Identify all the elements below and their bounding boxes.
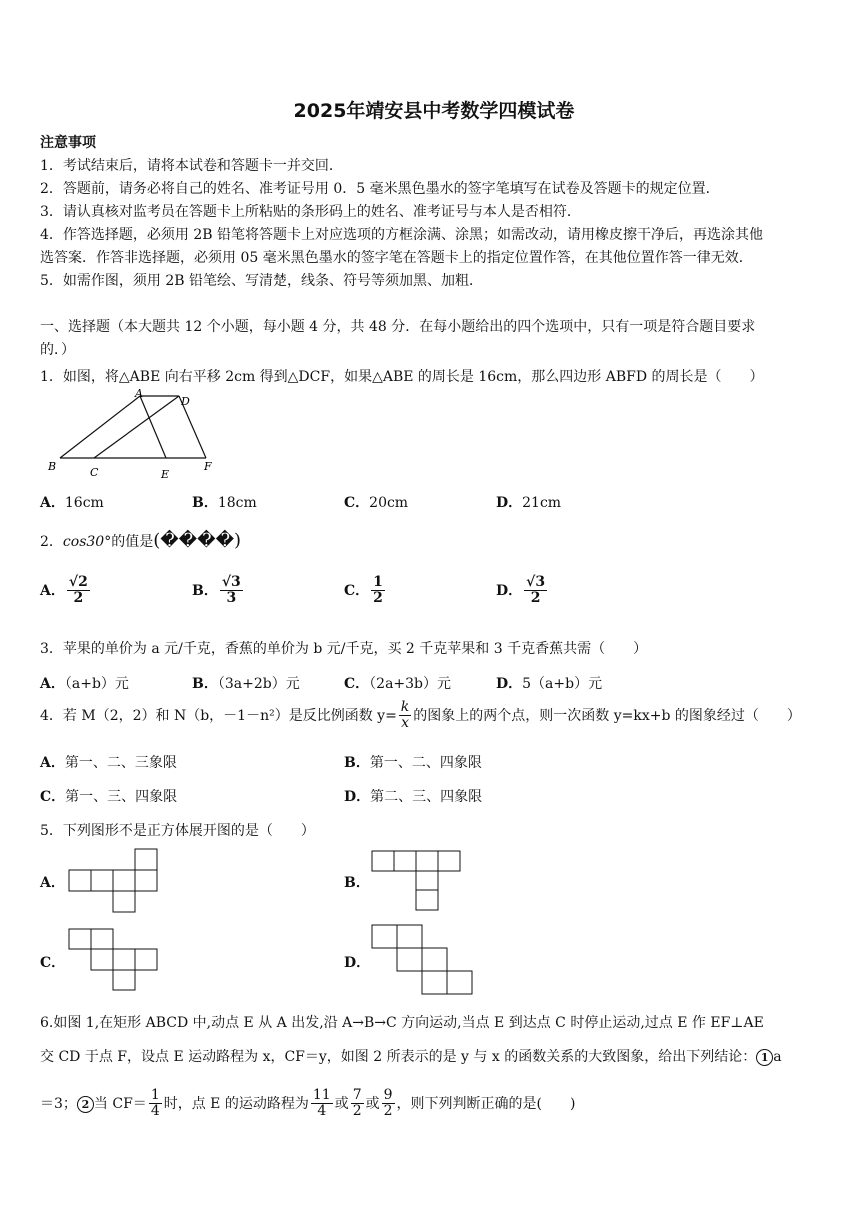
question-1: 1．如图，将△ABE 向右平移 2cm 得到△DCF，如果△ABE 的周长是 16cm，那么四边形 ABFD 的周长是（ ） [40,369,764,385]
q1-option-d[interactable]: D．21cm [496,495,562,511]
q2-option-b[interactable]: B． $\frac{√3}{3}$ [192,574,241,607]
q4-option-a[interactable]: A．第一、二、三象限 [40,755,177,771]
label-F: F [204,460,212,473]
note-5: 5．如需作图，须用 2B 铅笔绘、写清楚，线条、符号等须加黑、加粗． [40,273,484,289]
note-2: 2．答题前，请务必将自己的姓名、准考证号用 0．5 毫米黑色墨水的签字笔填写在试卷及答题卡的规定位置． [40,181,720,197]
q2-expression: cos30° [62,534,112,550]
q5-option-a[interactable]: A． [40,875,65,891]
label-A: A [135,388,143,400]
question-3: 3．苹果的单价为 a 元/千克，香蕉的单价为 b 元/千克，买 2 千克苹果和 3 千克香蕉共需（ ） [40,641,648,657]
q4-option-c[interactable]: C．第一、三、四象限 [40,789,178,805]
question-4: 4．若 M（2，2）和 N（b，－1－n²）是反比例函数 y= $\frac{k}{x}$ 的图象上的两个点，则一次函数 y=kx+b 的图象经过（ ） [40,699,801,732]
label-E: E [161,468,170,481]
q1-figure [44,388,224,483]
label-D: D [181,395,190,408]
q1-option-c[interactable]: C．20cm [344,495,409,511]
q3-option-c[interactable]: C．（2a+3b）元 [344,676,452,692]
q2-option-c[interactable]: C． $\frac{1}{2}$ [344,574,383,607]
note-3: 3．请认真核对监考员在答题卡上所粘贴的条形码上的姓名、准考证号与本人是否相符． [40,204,581,220]
question-5: 5．下列图形不是正方体展开图的是（ ） [40,823,315,839]
q3-option-d[interactable]: D．5（a+b）元 [496,676,603,692]
notes-heading: 注意事项 [40,135,96,151]
section-heading-cont: 的．） [40,342,75,358]
label-B: B [48,460,57,473]
question-6-line3: ＝3； 2 当 CF＝ $\frac{1}{4}$ 时，点 E 的运动路程为 $\frac{11}{4}$ 或 $\frac{7}{2}$ 或 $\frac{9}{2}$ ，则下列判断正确的是( ) [40,1087,576,1120]
note-4: 4．作答选择题，必须用 2B 铅笔将答题卡上对应选项的方框涂满、涂黑；如需改动，请用橡皮擦干净后，再选涂其他 [40,227,763,243]
q5-net-c [68,928,160,992]
q2-option-d[interactable]: D． $\frac{√3}{2}$ [496,574,546,607]
q5-option-b[interactable]: B． [344,875,370,891]
question-6-line2: 交 CD 于点 F，设点 E 运动路程为 x，CF＝y，如图 2 所表示的是 y 与 x 的函数关系的大致图象，给出下列结论： 1 a [40,1049,782,1065]
question-2: 2．cos30°的值是(����) [40,530,242,551]
q5-option-d[interactable]: D． [344,955,371,971]
q5-net-b [371,850,463,912]
label-C: C [90,466,99,479]
q5-net-a [68,847,160,913]
question-6-line1: 6.如图 1,在矩形 ABCD 中,动点 E 从 A 出发,沿 A→B→C 方向运动,当点 E 到达点 C 时停止运动,过点 E 作 EF⊥AE [40,1015,764,1031]
q4-option-b[interactable]: B．第一、二、四象限 [344,755,482,771]
note-1: 1．考试结束后，请将本试卷和答题卡一并交回． [40,158,343,174]
q1-option-b[interactable]: B．18cm [192,495,257,511]
q5-option-c[interactable]: C． [40,955,66,971]
q3-option-b[interactable]: B．（3a+2b）元 [192,676,300,692]
note-4-cont: 选答案．作答非选择题，必须用 05 毫米黑色墨水的签字笔在答题卡上的指定位置作答，在其他位置作答一律无效． [40,250,753,266]
circled-1: 1 [756,1049,773,1066]
section-heading: 一、选择题（本大题共 12 个小题，每小题 4 分，共 48 分．在每小题给出的四个选项中，只有一项是符合题目要求 [40,319,756,335]
page-title: 2025年靖安县中考数学四模试卷 [293,100,575,122]
q1-option-a[interactable]: A．16cm [40,495,104,511]
q3-option-a[interactable]: A．（a+b）元 [40,676,129,692]
q2-option-a[interactable]: A． $\frac{√2}{2}$ [40,574,88,607]
q5-net-d [371,924,475,996]
q4-option-d[interactable]: D．第二、三、四象限 [344,789,483,805]
circled-2: 2 [77,1096,94,1113]
